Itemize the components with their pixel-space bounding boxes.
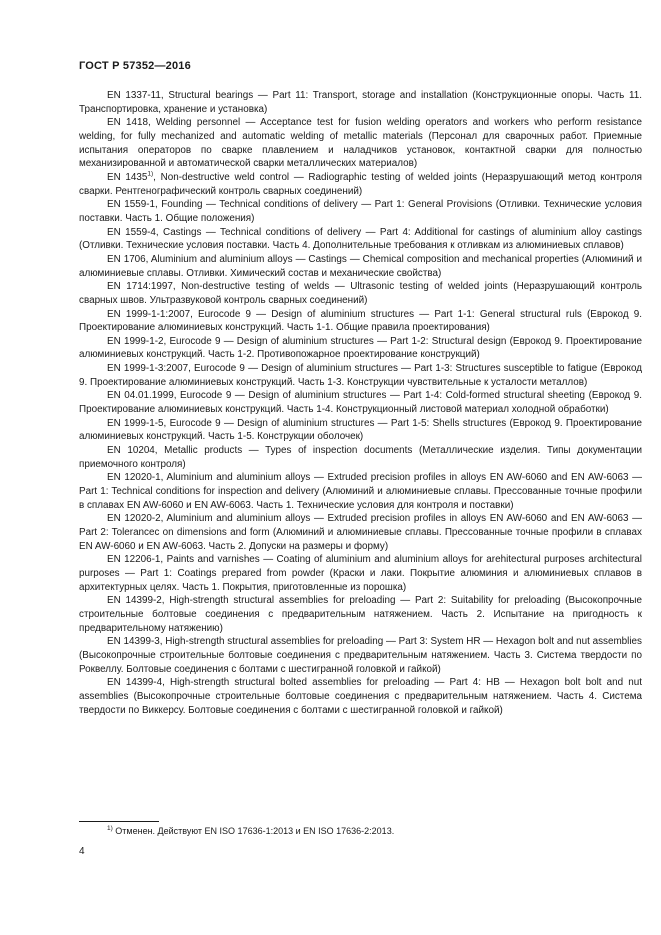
reference-entry: EN 14399-2, High-strength structural assemblies for preloading — Part 2: Suitability for preloading (Высокопрочные строительные болтовые соединения с предварительным натяжением. Часть 2. Испытание на пригодность к предварительному натяжению)	[79, 595, 642, 634]
footnote-divider	[79, 821, 159, 822]
reference-entry: EN 04.01.1999, Eurocode 9 — Design of aluminium structures — Part 1-4: Cold-formed structural sheeting (Еврокод 9. Проектирование алюминиевых конструкций. Часть 1-4. Конструкционный листовой материал холодной обработки)	[79, 390, 642, 416]
reference-entry: EN 1714:1997, Non-destructive testing of welds — Ultrasonic testing of welded joints (Неразрушающий контроль сварных швов. Ультразвуковой контроль сварных соединений)	[79, 281, 642, 306]
reference-list	[79, 89, 642, 717]
reference-entry: EN 1999-1-5, Eurocode 9 — Design of aluminium structures — Part 1-5: Shells structures (Еврокод 9. Проектирование алюминиевых конструкций. Часть 1-5. Конструкции оболочек)	[79, 417, 642, 443]
reference-entry: EN 12020-1, Aluminium and aluminium alloys — Extruded precision profiles in alloys EN AW-6060 and EN AW-6063 — Part 1: Technical conditions for inspection and delivery (Алюминий и алюминиевые сплавы. Прессованные точные профили в сплавах EN AW-6060 и EN AW-6063. Часть 1. Технические условия для контроля и поставки)	[79, 472, 642, 511]
reference-entry: EN 1337-11, Structural bearings — Part 11: Transport, storage and installation (Конструкционные опоры. Часть 11. Транспортировка, хранение и установка)	[79, 90, 642, 115]
reference-entry: EN 12206-1, Paints and varnishes — Coating of aluminium and aluminium alloys for arehitectural purposes architectural purposes — Part 1: Coatings prepared from powder (Краски и лаки. Покрытие алюминия и алюминиевых сплавов в архитектурных целях. Часть 1. Покрытия, приготовленные из порошка)	[79, 554, 642, 593]
footnote	[107, 826, 394, 836]
reference-entry: EN 1418, Welding personnel — Acceptance test for fusion welding operators and workers who perform resistance welding, for fully mechanized and automatic welding of metallic materials (Персонал для сварочных работ. Приемные испытания операторов по сварке плавлением и наладчиков установок, контактной сварки для полностью механизированной и автоматической сварки металлических материалов)	[79, 117, 642, 170]
reference-entry: EN 1999-1-3:2007, Eurocode 9 — Design of aluminium structures — Part 1-3: Structures susceptible to fatigue (Еврокод 9. Проектирование алюминиевых конструкций. Часть 1-3. Конструкции чувствительные к усталости металлов)	[79, 363, 642, 388]
reference-entry: EN 14399-4, High-strength structural bolted assemblies for preloading — Part 4: HB — Hexagon bolt bolt and nut assemblies (Высокопрочные строительные болтовые соединения с предварительным натяжением. Часть 4. Система твердости по Виккерсу. Болтовые соединения с болтами с шестигранной головкой и гайкой)	[79, 677, 642, 716]
reference-entry: EN 1999-1-1:2007, Eurocode 9 — Design of aluminium structures — Part 1-1: General structural ruls (Еврокод 9. Проектирование алюминиевых конструкций. Часть 1-1. Общие правила проектирования)	[79, 308, 642, 334]
reference-entry: EN 10204, Metallic products — Types of inspection documents (Металлические изделия. Типы документации приемочного контроля)	[79, 445, 642, 470]
page-number: 4	[79, 846, 85, 857]
reference-entry: EN 12020-2, Aluminium and aluminium alloys — Extruded precision profiles in alloys EN AW-6060 and EN AW-6063 — Part 2: Tolerancec on dimensions and form (Алюминий и алюминиевые сплавы. Прессованные точные профили в сплавах EN AW-6060 и EN AW-6063. Часть 2. Допуски на размеры и форму)	[79, 513, 642, 552]
reference-entry: EN 14399-3, High-strength structural assemblies for preloading — Part 3: System HR — Hexagon bolt and nut assemblies (Высокопрочные строительные болтовые соединения с предварительным натяжением. Часть 3. Система твердости по Роквеллу. Болтовые соединения с болтами с шестигранной головкой и гайкой)	[79, 636, 642, 675]
reference-entry: EN 1559-1, Founding — Technical conditions of delivery — Part 1: General Provisions (Отливки. Технические условия поставки. Часть 1. Общие положения)	[79, 199, 642, 224]
reference-entry: EN 1435$^{1)}$, Non-destructive weld control — Radiographic testing of welded joints (Неразрушающий метод контроля сварки. Рентгенографический контроль сварных соединений)	[79, 170, 642, 197]
footnote-mark: 1)	[107, 825, 113, 832]
footnote-text: Отменен. Действуют EN ISO 17636-1:2013 и EN ISO 17636-2:2013.	[112, 826, 395, 836]
document-header: ГОСТ Р 57352—2016	[79, 60, 191, 72]
reference-entry: EN 1559-4, Castings — Technical conditions of delivery — Part 4: Additional for castings of aluminium alloy castings (Отливки. Технические условия поставки. Часть 4. Дополнительные требования к отливкам из алюминиевых сплавов)	[79, 226, 642, 252]
footnote-reference: 1)	[147, 170, 154, 178]
reference-entry: EN 1706, Aluminium and aluminium alloys — Castings — Chemical composition and mechanical properties (Алюминий и алюминиевые сплавы. Отливки. Химический состав и механические свойства)	[79, 253, 642, 279]
reference-entry: EN 1999-1-2, Eurocode 9 — Design of aluminium structures — Part 1-2: Structural design (Еврокод 9. Проектирование алюминиевых конструкций. Часть 1-2. Противопожарное проектирование конструкций)	[79, 335, 642, 361]
